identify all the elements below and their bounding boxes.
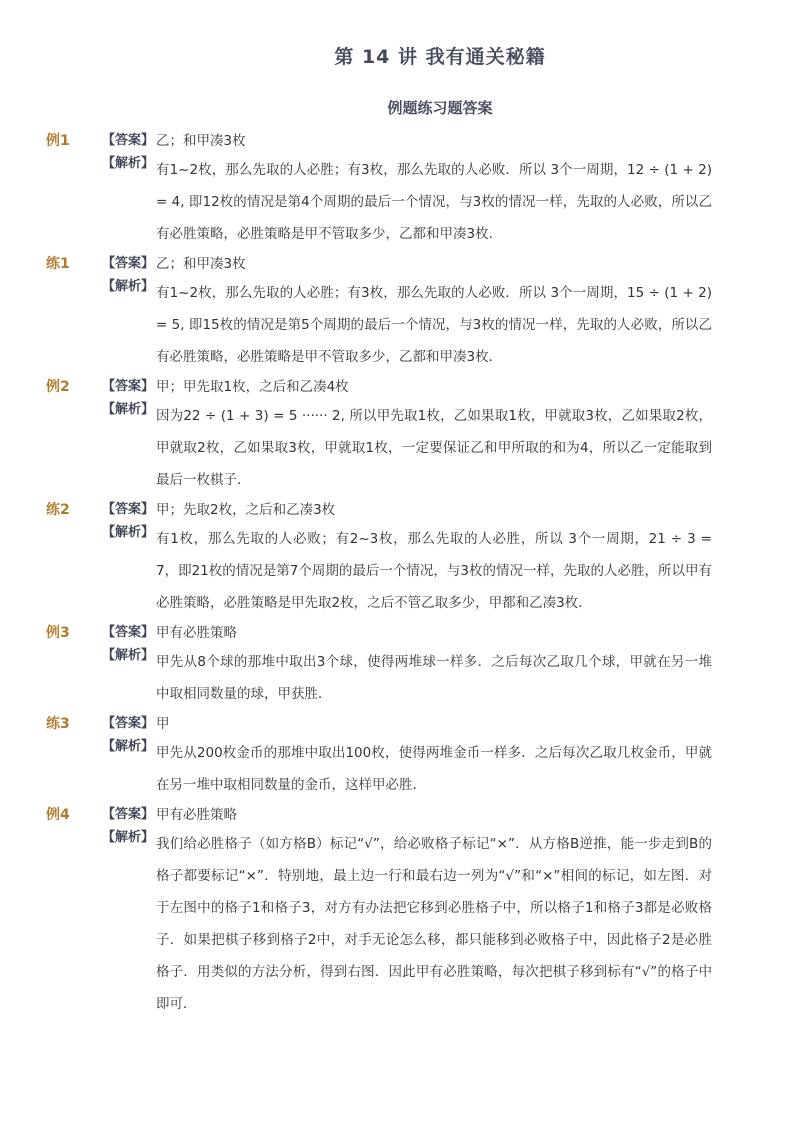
analysis-tag: 【解析】 [102,525,155,540]
answer-row [0,713,800,735]
analysis-tag: 【解析】 [102,156,155,171]
answer-text: 甲有必胜策略 [156,625,237,641]
answer-text: 甲 [156,716,170,732]
answer-row [0,253,800,275]
analysis-text: 甲先从200枚金币的那堆中取出100枚，使得两堆金币一样多．之后每次乙取几枚金币，甲就在另一堆中取相同数量的金币，这样甲必胜． [156,745,712,793]
answer-row [0,622,800,644]
analysis-text: 有1~2枚，那么先取的人必胜；有3枚，那么先取的人必败．所以 3个一周期，12 ÷ (1 + 2) = 4, 即12枚的情况是第4个周期的最后一个情况，与3枚的情况一样，先取的人必败，所以乙有必胜策略，必胜策略是甲不管取多少，乙都和甲凑3枚． [156,162,712,242]
analysis-text: 有1枚，那么先取的人必败；有2~3枚，那么先取的人必胜，所以 3个一周期，21 ÷ 3 = 7，即21枚的情况是第7个周期的最后一个情况，与3枚的情况一样，先取的人必胜，所以甲有必胜策略，必胜策略是甲先取2枚，之后不管乙取多少，甲都和乙凑3枚． [156,531,712,611]
problem-item [0,622,800,710]
answer-text: 甲；甲先取1枚，之后和乙凑4枚 [156,379,349,395]
problem-label: 例2 [46,379,70,395]
answer-row [0,376,800,398]
problem-label: 练2 [46,502,70,518]
analysis-text: 甲先从8个球的那堆中取出3个球，使得两堆球一样多．之后每次乙取几个球，甲就在另一堆中取相同数量的球，甲获胜． [156,654,712,702]
analysis-row [0,523,800,619]
analysis-row [0,737,800,801]
analysis-tag: 【解析】 [102,402,155,417]
problem-label: 例4 [46,807,70,823]
problem-item [0,376,800,496]
answer-text: 乙；和甲凑3枚 [156,256,246,272]
answer-row [0,804,800,826]
page-title: 第 14 讲 我有通关秘籍 [334,46,546,68]
analysis-text: 有1~2枚，那么先取的人必胜；有3枚，那么先取的人必败．所以 3个一周期，15 ÷ (1 + 2) = 5, 即15枚的情况是第5个周期的最后一个情况，与3枚的情况一样，先取的人必败，所以乙有必胜策略，必胜策略是甲不管取多少，乙都和甲凑3枚． [156,285,712,365]
problem-item [0,804,800,1020]
analysis-row [0,400,800,496]
analysis-row [0,828,800,1020]
analysis-text: 我们给必胜格子（如方格B）标记“√”，给必败格子标记“×”．从方格B逆推，能一步走到B的格子都要标记“×”．特别地，最上边一行和最右边一列为“√”和“×”相间的标记，如左图．对于左图中的格子1和格子3，对方有办法把它移到必胜格子中，所以格子1和格子3都是必败格子．如果把棋子移到格子2中，对手无论怎么移，都只能移到必败格子中，因此格子2是必胜格子．用类似的方法分析，得到右图．因此甲有必胜策略，每次把棋子移到标有“√”的格子中即可． [156,836,712,1012]
answer-text: 甲有必胜策略 [156,807,237,823]
analysis-row [0,646,800,710]
analysis-row [0,154,800,250]
answer-tag: 【答案】 [102,716,155,731]
answer-text: 乙；和甲凑3枚 [156,133,246,149]
answer-tag: 【答案】 [102,625,155,640]
answer-tag: 【答案】 [102,807,155,822]
problems-list [0,130,800,1023]
answer-tag: 【答案】 [102,502,155,517]
answer-tag: 【答案】 [102,133,155,148]
answer-row [0,130,800,152]
answer-row [0,499,800,521]
problem-label: 练1 [46,256,70,272]
analysis-text: 因为22 ÷ (1 + 3) = 5 ······ 2, 所以甲先取1枚，乙如果取1枚，甲就取3枚，乙如果取2枚，甲就取2枚，乙如果取3枚，甲就取1枚，一定要保证乙和甲所取的和为4，所以乙一定能取到最后一枚棋子． [156,408,712,488]
problem-item [0,713,800,801]
problem-label: 例1 [46,133,70,149]
answer-tag: 【答案】 [102,256,155,271]
analysis-tag: 【解析】 [102,279,155,294]
problem-label: 例3 [46,625,70,641]
answer-text: 甲；先取2枚，之后和乙凑3枚 [156,502,336,518]
problem-label: 练3 [46,716,70,732]
analysis-tag: 【解析】 [102,648,155,663]
analysis-tag: 【解析】 [102,830,155,845]
problem-item [0,253,800,373]
problem-item [0,130,800,250]
section-subtitle: 例题练习题答案 [387,99,493,117]
answer-tag: 【答案】 [102,379,155,394]
problem-item [0,499,800,619]
analysis-tag: 【解析】 [102,739,155,754]
analysis-row [0,277,800,373]
